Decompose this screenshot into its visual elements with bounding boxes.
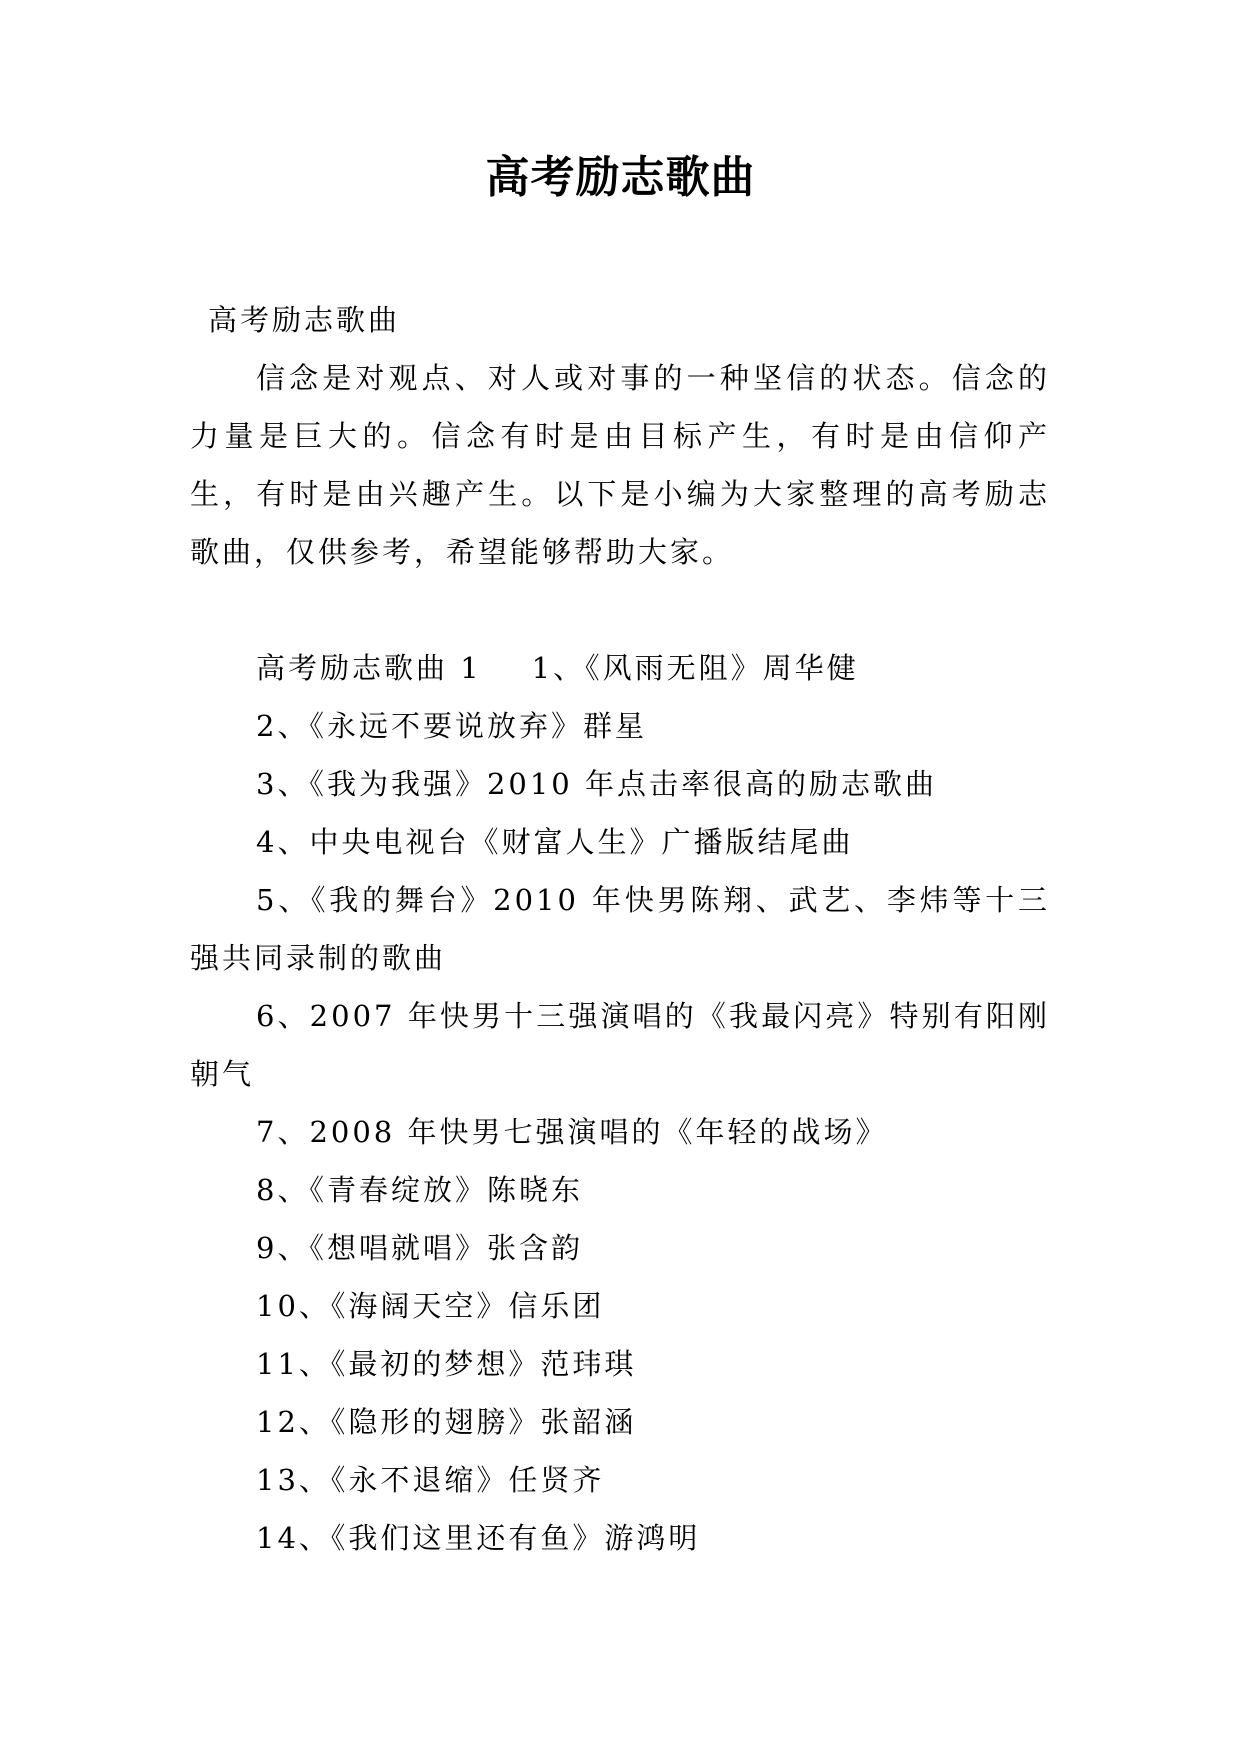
list-item: 14、《我们这里还有鱼》游鸿明 xyxy=(256,1521,701,1555)
list-item: 7、2008 年快男七强演唱的《年轻的战场》 xyxy=(256,1115,888,1149)
document-title: 高考励志歌曲 xyxy=(485,152,756,203)
list-item: 13、《永不退缩》任贤齐 xyxy=(256,1463,605,1497)
paragraph-gap xyxy=(190,581,1050,639)
list-item: 6、2007 年快男十三强演唱的《我最闪亮》特别有阳刚朝气 xyxy=(190,999,1050,1091)
document-body xyxy=(190,291,1050,1567)
list-item: 2、《永远不要说放弃》群星 xyxy=(256,709,647,743)
list-item: 4、中央电视台《财富人生》广播版结尾曲 xyxy=(256,825,854,859)
list-item xyxy=(190,639,1050,697)
document-subtitle: 高考励志歌曲 xyxy=(208,303,401,337)
list-item: 8、《青春绽放》陈晓东 xyxy=(256,1173,583,1207)
list-item: 3、《我为我强》2010 年点击率很高的励志歌曲 xyxy=(256,767,937,801)
list-item: 9、《想唱就唱》张含韵 xyxy=(256,1231,583,1265)
intro-paragraph: 信念是对观点、对人或对事的一种坚信的状态。信念的力量是巨大的。信念有时是由目标产生，有时是由信仰产生，有时是由兴趣产生。以下是小编为大家整理的高考励志歌曲，仅供参考，希望能够帮助大家。 xyxy=(190,361,1050,569)
list-item: 10、《海阔天空》信乐团 xyxy=(256,1289,605,1323)
song-item-text: 1、《风雨无阻》周华健 xyxy=(531,651,859,685)
section-label: 高考励志歌曲 1 xyxy=(256,651,482,685)
list-item: 11、《最初的梦想》范玮琪 xyxy=(256,1347,637,1381)
list-item: 5、《我的舞台》2010 年快男陈翔、武艺、李炜等十三强共同录制的歌曲 xyxy=(190,883,1050,975)
list-item: 12、《隐形的翅膀》张韶涵 xyxy=(256,1405,637,1439)
